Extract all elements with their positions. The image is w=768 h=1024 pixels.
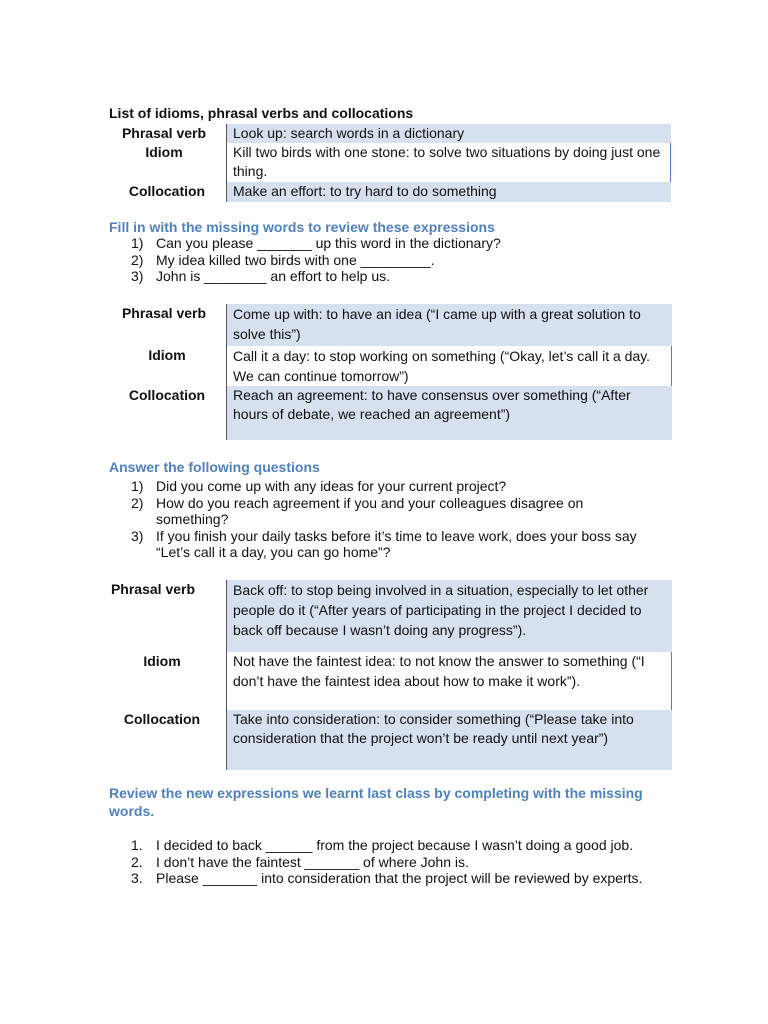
list-item: 2) My idea killed two birds with one _________.: [131, 251, 435, 268]
exercise-list-review: [109, 837, 664, 887]
list-item: 3) If you finish your daily tasks before it’s time to leave work, does your boss say “Let’s call it a day, you can go home”?: [131, 527, 637, 560]
list-item: 2. I don’t have the faintest _______ of where John is.: [131, 853, 469, 870]
row-label-phrasal-verb: Phrasal verb: [110, 581, 196, 597]
section-heading-questions: Answer the following questions: [109, 459, 320, 475]
row-label-phrasal-verb: Phrasal verb: [121, 125, 207, 141]
list-item: 1) Did you come up with any ideas for your current project?: [131, 478, 507, 494]
row-definition-phrasal-verb: Back off: to stop being involved in a situation, especially to let other people do it (“After years of participating in the project I decided to back off because I wasn’t doing any progress”).: [227, 580, 672, 652]
row-definition-phrasal-verb: Come up with: to have an idea (“I came up with a great solution to solve this”): [227, 304, 672, 346]
row-label-collocation: Collocation: [128, 387, 206, 403]
page-title: List of idioms, phrasal verbs and collocations: [109, 105, 414, 121]
list-item: 1. I decided to back ______ from the project because I wasn’t doing a good job.: [131, 837, 634, 853]
section-heading-fill-in: Fill in with the missing words to review these expressions: [109, 219, 495, 235]
row-definition-idiom: Call it a day: to stop working on something (“Okay, let’s call it a day. We can continue tomorrow”): [227, 346, 672, 386]
row-definition-idiom: Not have the faintest idea: to not know the answer to something (“I don’t have the faintest idea about how to make it work”).: [227, 652, 672, 710]
row-definition-collocation: Reach an agreement: to have consensus over something (“After hours of debate, we reached an agreement”): [227, 386, 672, 440]
row-label-idiom: Idiom: [148, 347, 186, 363]
row-definition-phrasal-verb: Look up: search words in a dictionary: [227, 124, 671, 143]
row-label-idiom: Idiom: [145, 144, 183, 160]
exercise-list-fill-in: [109, 235, 669, 285]
row-label-collocation: Collocation: [128, 183, 206, 199]
section-heading-review: Review the new expressions we learnt last class by completing with the missing words.: [109, 785, 643, 819]
row-definition-collocation: Take into consideration: to consider something (“Please take into consideration that the project won’t be ready until next year”): [227, 710, 672, 770]
list-item: 1) Can you please _______ up this word in the dictionary?: [131, 235, 501, 251]
row-label-idiom: Idiom: [143, 653, 181, 669]
row-label-phrasal-verb: Phrasal verb: [121, 305, 207, 321]
row-definition-collocation: Make an effort: to try hard to do something: [227, 182, 671, 202]
exercise-list-questions: [109, 478, 639, 561]
list-item: 3) John is ________ an effort to help us.: [131, 268, 391, 284]
row-label-collocation: Collocation: [123, 711, 201, 727]
list-item: 3. Please _______ into consideration that the project will be reviewed by experts.: [131, 870, 643, 886]
row-definition-idiom: Kill two birds with one stone: to solve two situations by doing just one thing.: [227, 143, 671, 182]
list-item: 2) How do you reach agreement if you and your colleagues disagree on something?: [131, 494, 584, 527]
